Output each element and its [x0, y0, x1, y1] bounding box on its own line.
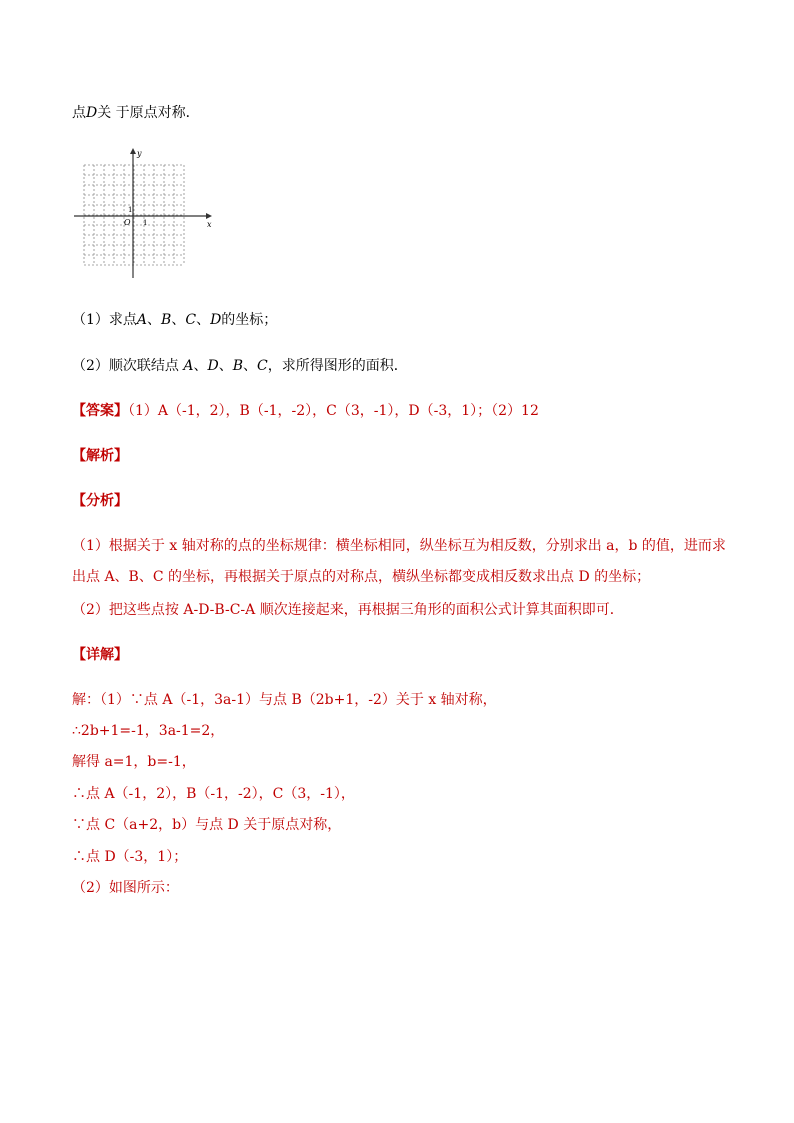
q1-point-c: C	[185, 312, 197, 328]
q1-text-end: 的坐标；	[221, 312, 278, 328]
question-1	[72, 309, 277, 329]
q2-point-a: A	[183, 358, 194, 374]
solution-line: ∵点 C（a+2，b）与点 D 关于原点对称，	[72, 817, 342, 833]
solution-line: ∴点 D（-3，1）；	[72, 849, 188, 865]
x-axis-arrow	[206, 213, 212, 219]
q1-sep: 、	[171, 312, 186, 328]
fenxi-paragraph-2: （2）把这些点按 A-D-B-C-A 顺次连接起来，再根据三角形的面积公式计算其面积即可．	[72, 602, 624, 618]
solution-line: （2）如图所示：	[72, 880, 179, 896]
solution-line: ∴2b+1=-1，3a-1=2，	[72, 723, 225, 739]
point-d-label: D	[86, 105, 98, 121]
y-axis-label: y	[137, 149, 142, 158]
solution-line: 解得 a=1，b=-1，	[72, 754, 196, 770]
coordinate-grid-figure	[74, 148, 214, 280]
intro-prefix: 点	[72, 105, 86, 121]
solution-line: ∴点 A（-1，2），B（-1，-2），C（3，-1），	[72, 786, 355, 802]
solution-line: 解：（1）∵点 A（-1，3a-1）与点 B（2b+1，-2）关于 x 轴对称，	[72, 692, 497, 708]
q2-text: （2）顺次联结点	[72, 358, 184, 374]
q2-point-c: C	[257, 358, 268, 374]
answer-label: 【答案】	[72, 403, 128, 419]
answer-text: （1）A（-1，2），B（-1，-2），C（3，-1），D（-3，1）；（2）12	[128, 403, 539, 419]
intro-line	[72, 102, 200, 122]
fenxi-heading: 【分析】	[72, 493, 128, 509]
q2-sep: 、	[218, 358, 233, 374]
q1-text: （1）求点	[72, 312, 137, 328]
fenxi-paragraph-1b: 出点 A、B、C 的坐标，再根据关于原点的对称点，横纵坐标都变成相反数求出点 D 的坐标；	[72, 569, 651, 585]
q2-sep: 、	[243, 358, 258, 374]
q2-sep: 、	[193, 358, 208, 374]
q1-sep: 、	[147, 312, 162, 328]
q1-point-b: B	[161, 312, 172, 328]
q2-point-d: D	[207, 358, 219, 374]
q1-point-a: A	[136, 312, 148, 328]
analysis-heading: 【解析】	[72, 448, 128, 464]
y-axis-arrow	[130, 148, 136, 154]
origin-label: O	[124, 218, 131, 227]
answer-line	[72, 400, 539, 420]
xiangjie-heading: 【详解】	[72, 647, 128, 663]
question-2	[72, 355, 408, 375]
fenxi-paragraph-1a: （1）根据关于 x 轴对称的点的坐标规律：横坐标相同，纵坐标互为相反数，分别求出 a，b 的值，进而求	[72, 538, 726, 554]
grid-lines	[84, 165, 184, 265]
intro-suffix: 关 于原点对称．	[97, 105, 200, 121]
q1-sep: 、	[196, 312, 211, 328]
unit-y-label: 1	[128, 206, 133, 214]
q1-point-d: D	[210, 312, 222, 328]
q2-point-b: B	[232, 358, 244, 374]
x-axis-label: x	[207, 220, 212, 229]
unit-x-label: 1	[143, 219, 148, 227]
q2-text-end: ，求所得图形的面积．	[267, 358, 408, 374]
